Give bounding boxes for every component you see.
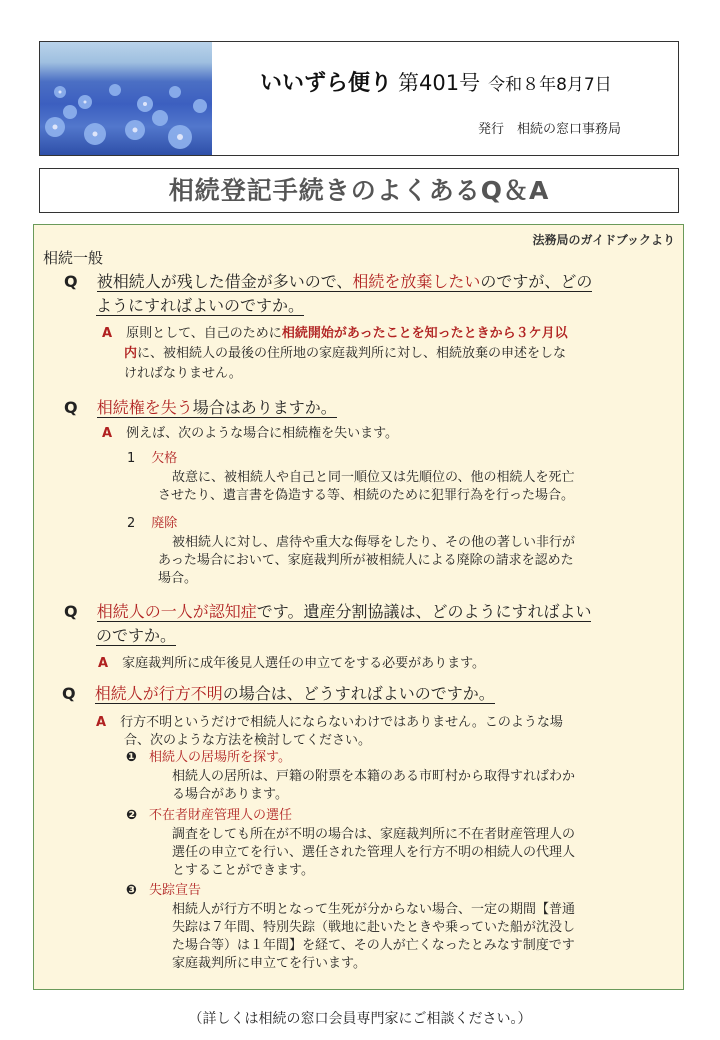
- q4-method3-line4: 家庭裁判所に申立てを行います。: [172, 956, 366, 971]
- q2-item2-line2: あった場合において、家庭裁判所が被相続人による廃除の請求を認めた: [158, 553, 574, 568]
- q1-answer-line1: A 原則として、自己のために相続開始があったことを知ったときから３ケ月以: [102, 326, 568, 341]
- question-mark: Q: [64, 272, 78, 291]
- q2-item1-line2: させたり、遺言書を偽造する等、相続のために犯罪行為を行った場合。: [158, 488, 575, 503]
- q1-answer-line3: ければなりません。: [124, 366, 242, 381]
- answer-mark: A: [98, 656, 109, 671]
- q1-line2: ようにすればよいのですか。: [96, 296, 305, 315]
- question-mark: Q: [64, 602, 78, 621]
- page-title: 相続登記手続きのよくあるQ＆A: [39, 168, 679, 213]
- issue-number: 第401号: [398, 71, 481, 95]
- newsletter-name: いいずら便り: [260, 71, 393, 96]
- q4-method1-line2: る場合があります。: [172, 787, 288, 802]
- q1-text-a: 被相続人が残した借金が多いので、: [96, 272, 353, 291]
- q2-item1-line1: 故意に、被相続人や自己と同一順位又は先順位の、他の相続人を死亡: [172, 470, 575, 485]
- q1-line1: [64, 269, 592, 292]
- issue-date: 令和８年8月7日: [488, 75, 612, 95]
- answer-mark: A: [96, 715, 107, 730]
- q3-line2: のですか。: [96, 626, 177, 645]
- q4-method2-line1: 調査をしても所在が不明の場合は、家庭裁判所に不在者財産管理人の: [172, 827, 576, 842]
- q2-item1-header: 1 欠格: [127, 451, 178, 466]
- q2-item2-line3: 場合。: [158, 571, 198, 586]
- q2-line1: Q 相続権を失う場合はありますか。: [64, 398, 337, 417]
- publisher: 発行 相続の窓口事務局: [478, 122, 622, 137]
- q2-item2-header: 2 廃除: [127, 516, 178, 531]
- answer-mark: A: [102, 426, 113, 441]
- q1-text-c: のですが、どの: [480, 272, 593, 291]
- qa-content-box: [33, 224, 684, 990]
- q1-text-highlight: 相続を放棄したい: [352, 272, 481, 291]
- section-heading: 相続一般: [43, 249, 104, 267]
- flower-field-photo: [40, 42, 212, 155]
- q4-line1: Q 相続人が行方不明の場合は、どうすればよいのですか。: [62, 684, 495, 703]
- q4-method3-line2: 失踪は７年間、特別失踪（戦地に赴いたときや乗っていた船が沈没し: [172, 920, 576, 935]
- q3-line1: Q 相続人の一人が認知症です。遺産分割協議は、どのようにすればよい: [64, 602, 592, 621]
- q2-answer-intro: A 例えば、次のような場合に相続権を失います。: [102, 426, 399, 441]
- q4-method1-line1: 相続人の居所は、戸籍の附票を本籍のある市町村から取得すればわか: [172, 769, 576, 784]
- q1-answer-line2: 内に、被相続人の最後の住所地の家庭裁判所に対し、相続放棄の申述をしな: [124, 346, 567, 361]
- source-note: 法務局のガイドブックより: [532, 233, 675, 247]
- q2-item2-line1: 被相続人に対し、虐待や重大な侮辱をしたり、その他の著しい非行が: [172, 535, 576, 550]
- footer-note: （詳しくは相続の窓口会員専門家にご相談ください。）: [188, 1011, 532, 1027]
- newsletter-title-line: [260, 66, 612, 97]
- q4-answer-line1: A 行方不明というだけで相続人にならないわけではありません。このような場: [96, 715, 563, 730]
- newsletter-header: [39, 41, 679, 156]
- q4-method3-header: ❸ 失踪宣告: [126, 883, 202, 898]
- q4-answer-line2: 合、次のような方法を検討してください。: [124, 733, 372, 748]
- question-mark: Q: [64, 398, 78, 417]
- q4-method2-line3: とすることができます。: [172, 863, 314, 878]
- question-mark: Q: [62, 684, 76, 703]
- q4-method3-line3: た場合等）は１年間】を経て、その人が亡くなったとみなす制度です: [172, 938, 575, 953]
- answer-mark: A: [102, 326, 113, 341]
- q3-answer: A 家庭裁判所に成年後見人選任の申立てをする必要があります。: [98, 656, 486, 671]
- q4-method2-line2: 選任の申立てを行い、選任された管理人を行方不明の相続人の代理人: [172, 845, 576, 860]
- q4-method2-header: ❷ 不在者財産管理人の選任: [126, 808, 293, 823]
- q4-method3-line1: 相続人が行方不明となって生死が分からない場合、一定の期間【普通: [172, 902, 576, 917]
- q4-method1-header: ❶ 相続人の居場所を探す。: [126, 750, 291, 765]
